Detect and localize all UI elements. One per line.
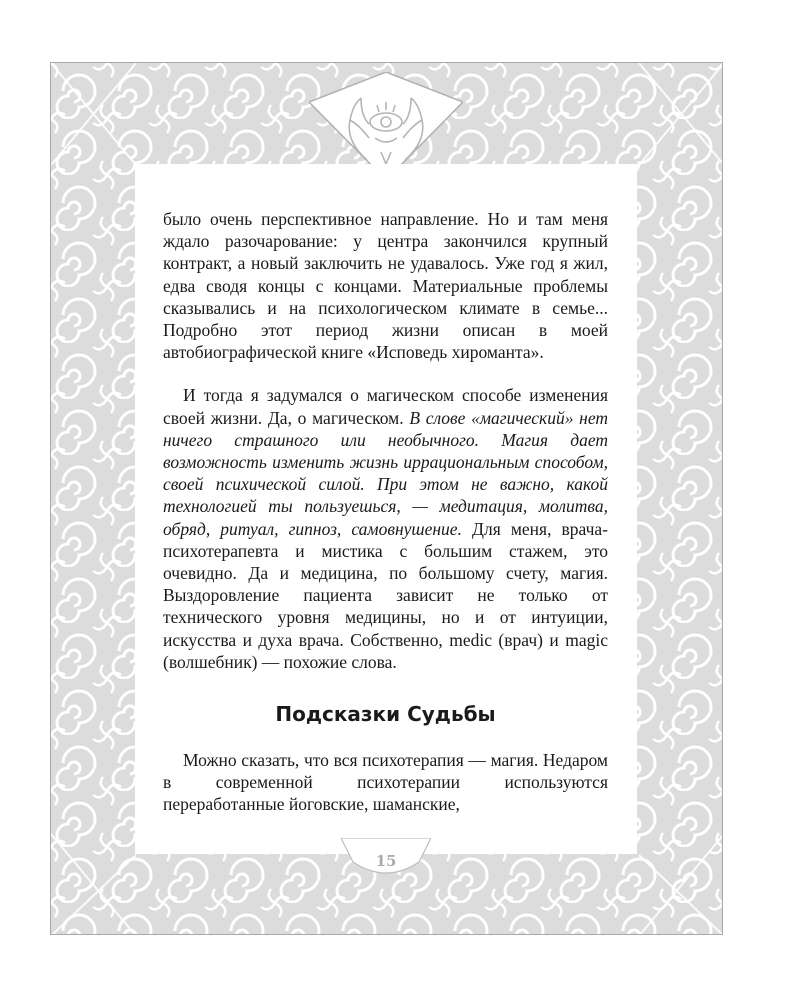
page-number: 15	[375, 852, 397, 870]
page-content	[163, 208, 608, 816]
paragraph	[163, 749, 608, 816]
italic-text: В слове «магический» нет ничего страшного или необычного. Магия дает возможность изменить жизнь иррациональным способом, своей психической силой. При этом не важно, какой технологией ты пользуешься, — медитация, молитва, обряд, ритуал, гипноз, самовнушение.	[163, 407, 609, 539]
text-segment: было очень перспективное направление. Но и там меня ждало разочарование: у центра закончился крупный контракт, а новый заключить не удавалось. Уже год я жил, едва сводя концы с концами. Материальные проблемы сказывались и на психологическом климате в семье... Подробно этот период жизни описан в моей автобиографической книге «Исповедь хироманта».	[163, 209, 608, 363]
text-segment: Можно сказать, что вся психотерапия — магия. Недаром в современной психотерапии используются переработанные йоговские, шаманские,	[163, 750, 608, 815]
paragraph	[163, 384, 608, 673]
text-segment: Для меня, врача-психотерапевта и мистика с большим стажем, это очевидно. Да и медицина, по большому счету, магия. Выздоровление пациента зависит не только от технического уровня медицины, но и от интуиции, искусства и духа врача. Собственно, medic (врач) и magic (волшебник) — похожие слова.	[163, 518, 608, 672]
text-segment: И тогда я задумался о магическом способе изменения своей жизни. Да, о магическом.	[163, 385, 608, 428]
paragraph	[163, 208, 608, 363]
section-heading: Подсказки Судьбы	[275, 702, 496, 727]
